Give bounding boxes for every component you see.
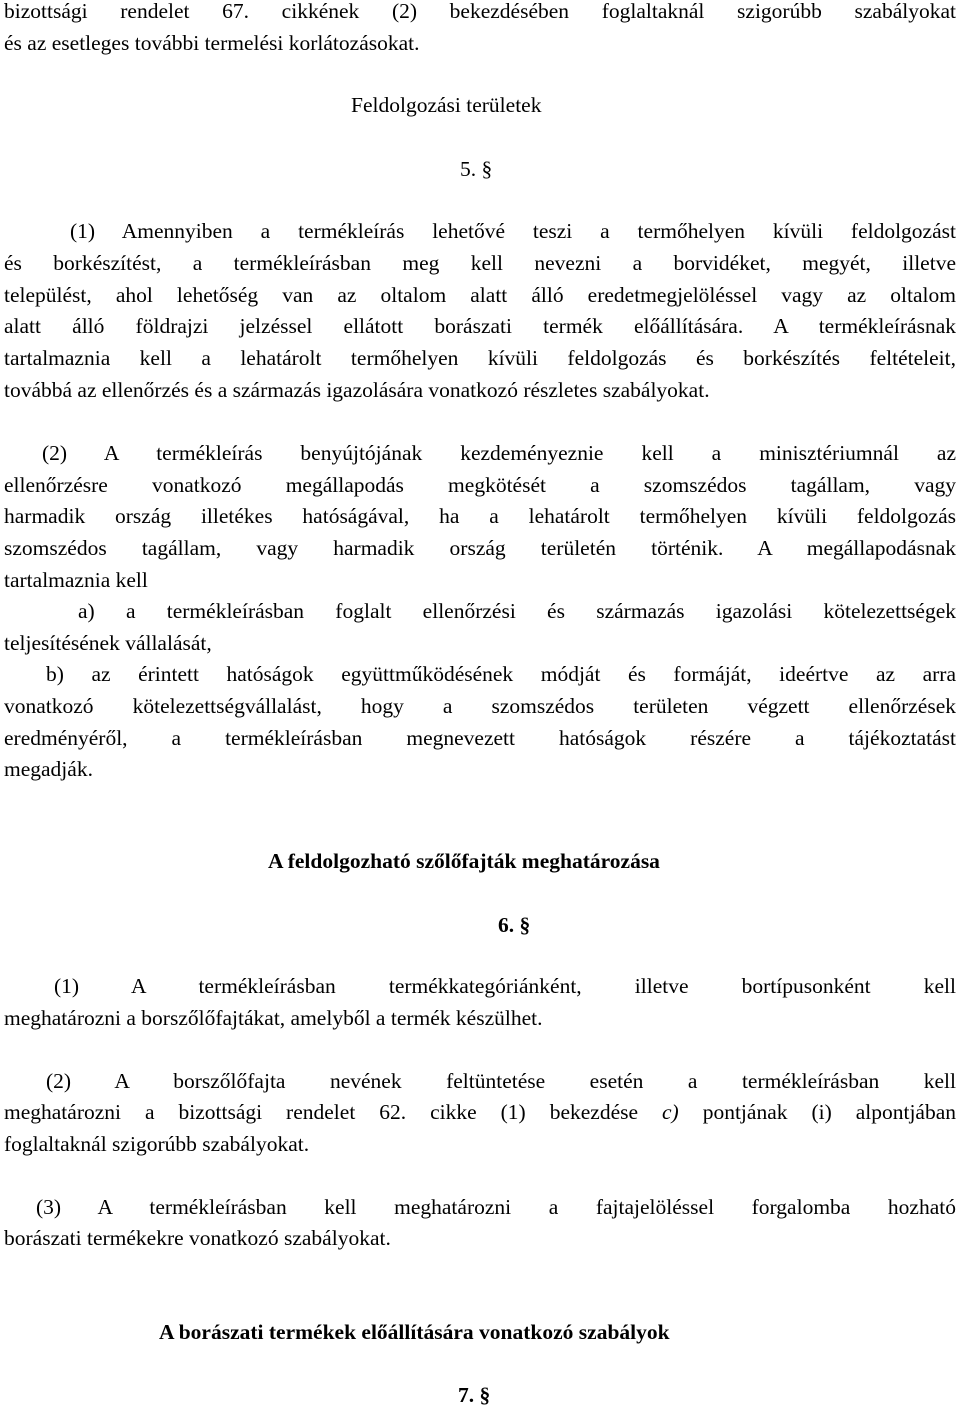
text-span: meghatározni a bizottsági rendelet 62. cikke (1) bekezdése [4,1100,639,1124]
list-item-line: a) a termékleírásban foglalt ellenőrzési és származás igazolási kötelezettségek [78,599,956,623]
text-span: pontjának (i) alpontjában [702,1100,957,1124]
paragraph-line: tartalmaznia kell [4,568,148,592]
list-item-line: eredményéről, a termékleírásban megnevezett hatóságok részére a tájékoztatást [4,726,956,750]
section-number: 5. § [460,157,493,181]
paragraph-line: foglaltaknál szigorúbb szabályokat. [4,1132,310,1156]
paragraph-line: (3) A termékleírásban kell meghatározni a fajtajelöléssel forgalomba hozható [36,1195,956,1219]
paragraph-line: tartalmaznia kell a lehatárolt termőhelyen kívüli feldolgozás és borkészítés feltételeit, [4,346,956,370]
paragraph-line: (1) A termékleírásban termékkategóriánként, illetve bortípusonként kell [54,974,956,998]
paragraph-line [4,1099,956,1125]
section-number: 7. § [458,1383,491,1407]
paragraph-line: és borkészítést, a termékleírásban meg kell nevezni a borvidéket, megyét, illetve [4,251,956,275]
section-heading: A borászati termékek előállítására vonatkozó szabályok [159,1320,670,1344]
section-title: Feldolgozási területek [351,93,542,117]
list-item-line: teljesítésének vállalását, [4,631,212,655]
paragraph-line: (2) A termékleírás benyújtójának kezdeményeznie kell a minisztériumnál az [42,441,956,465]
paragraph-line: (1) Amennyiben a termékleírás lehetővé teszi a termőhelyen kívüli feldolgozást [70,219,956,243]
text-span: (2) A borszőlőfajta nevének feltüntetése esetén a termékleírásban kell [46,1069,956,1093]
paragraph-line: továbbá az ellenőrzés és a származás igazolására vonatkozó részletes szabályokat. [4,378,710,402]
text-line: és az esetleges további termelési korlátozásokat. [4,31,420,55]
section-number: 6. § [498,913,531,937]
text-line: bizottsági rendelet 67. cikkének (2) bekezdésében foglaltaknál szigorúbb szabályokat [4,0,956,23]
paragraph-line [4,1068,956,1094]
paragraph-line: ellenőrzésre vonatkozó megállapodás megkötését a szomszédos tagállam, vagy [4,473,956,497]
list-item-line: megadják. [4,757,93,781]
paragraph-line: szomszédos tagállam, vagy harmadik ország területén történik. A megállapodásnak [4,536,956,560]
italic-letter: c) [662,1100,679,1124]
paragraph-line: alatt álló földrajzi jelzéssel ellátott borászati termék előállítására. A termékleírásnak [4,314,956,338]
paragraph-line: meghatározni a borszőlőfajtákat, amelyből a termék készülhet. [4,1006,543,1030]
list-item-line: b) az érintett hatóságok együttműködésének módját és formáját, ideértve az arra [46,662,956,686]
paragraph-line: borászati termékekre vonatkozó szabályokat. [4,1226,391,1250]
list-item-line: vonatkozó kötelezettségvállalást, hogy a szomszédos területen végzett ellenőrzések [4,694,956,718]
section-heading: A feldolgozható szőlőfajták meghatározása [268,849,660,873]
paragraph-line: települést, ahol lehetőség van az oltalom alatt álló eredetmegjelöléssel vagy az oltalom [4,283,956,307]
paragraph-line: harmadik ország illetékes hatóságával, ha a lehatárolt termőhelyen kívüli feldolgozás [4,504,956,528]
